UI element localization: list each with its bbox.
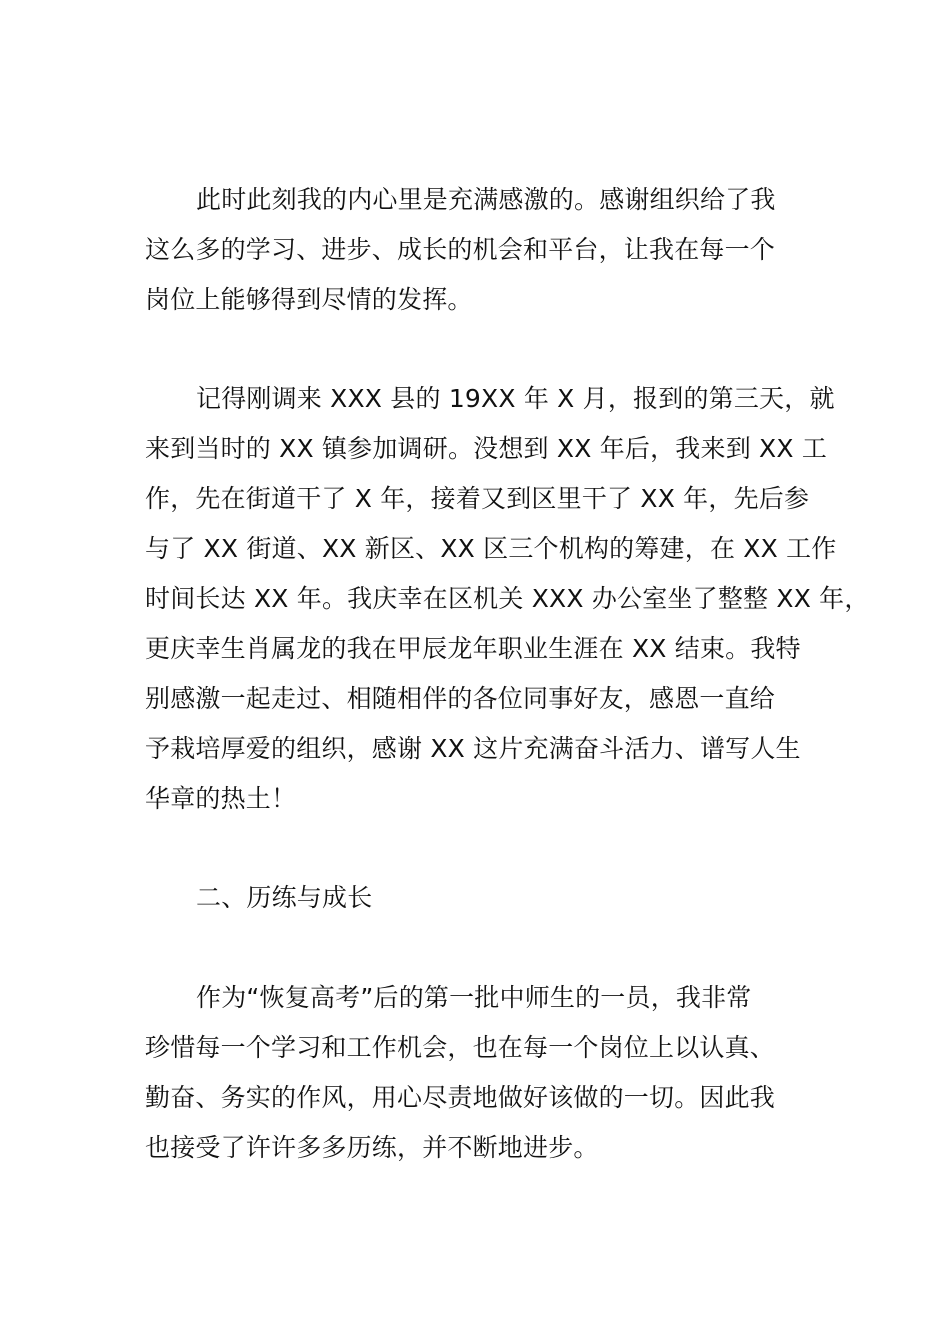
- paragraph-line: 予栽培厚爱的组织，感谢 XX 这片充满奋斗活力、谱写人生: [145, 734, 801, 763]
- paragraph-line: 作，先在街道干了 X 年，接着又到区里干了 XX 年，先后参: [145, 484, 810, 513]
- paragraph-line: 更庆幸生肖属龙的我在甲辰龙年职业生涯在 XX 结束。我特: [145, 634, 801, 663]
- paragraph-line: 这么多的学习、进步、成长的机会和平台，让我在每一个: [145, 235, 776, 264]
- paragraph-line: 时间长达 XX 年。我庆幸在区机关 XXX 办公室坐了整整 XX 年，: [145, 584, 870, 613]
- paragraph-line: 勤奋、务实的作风，用心尽责地做好该做的一切。因此我: [145, 1083, 776, 1112]
- paragraph-line: 此时此刻我的内心里是充满感激的。感谢组织给了我: [196, 185, 776, 214]
- paragraph-line: 也接受了许许多多历练，并不断地进步。: [145, 1133, 599, 1162]
- paragraph-line: 与了 XX 街道、XX 新区、XX 区三个机构的筹建，在 XX 工作: [145, 534, 837, 563]
- paragraph-line: 来到当时的 XX 镇参加调研。没想到 XX 年后，我来到 XX 工: [145, 434, 828, 463]
- paragraph-line: 记得刚调来 XXX 县的 19XX 年 X 月，报到的第三天，就: [196, 384, 835, 413]
- paragraph-line: 岗位上能够得到尽情的发挥。: [145, 285, 473, 314]
- paragraph-line: 别感激一起走过、相随相伴的各位同事好友，感恩一直给: [145, 684, 776, 713]
- paragraph-line: 作为“恢复高考”后的第一批中师生的一员，我非常: [196, 983, 752, 1012]
- paragraph-line: 华章的热土！: [145, 784, 297, 813]
- paragraph-line: 珍惜每一个学习和工作机会，也在每一个岗位上以认真、: [145, 1033, 776, 1062]
- section-heading: 二、历练与成长: [196, 883, 373, 912]
